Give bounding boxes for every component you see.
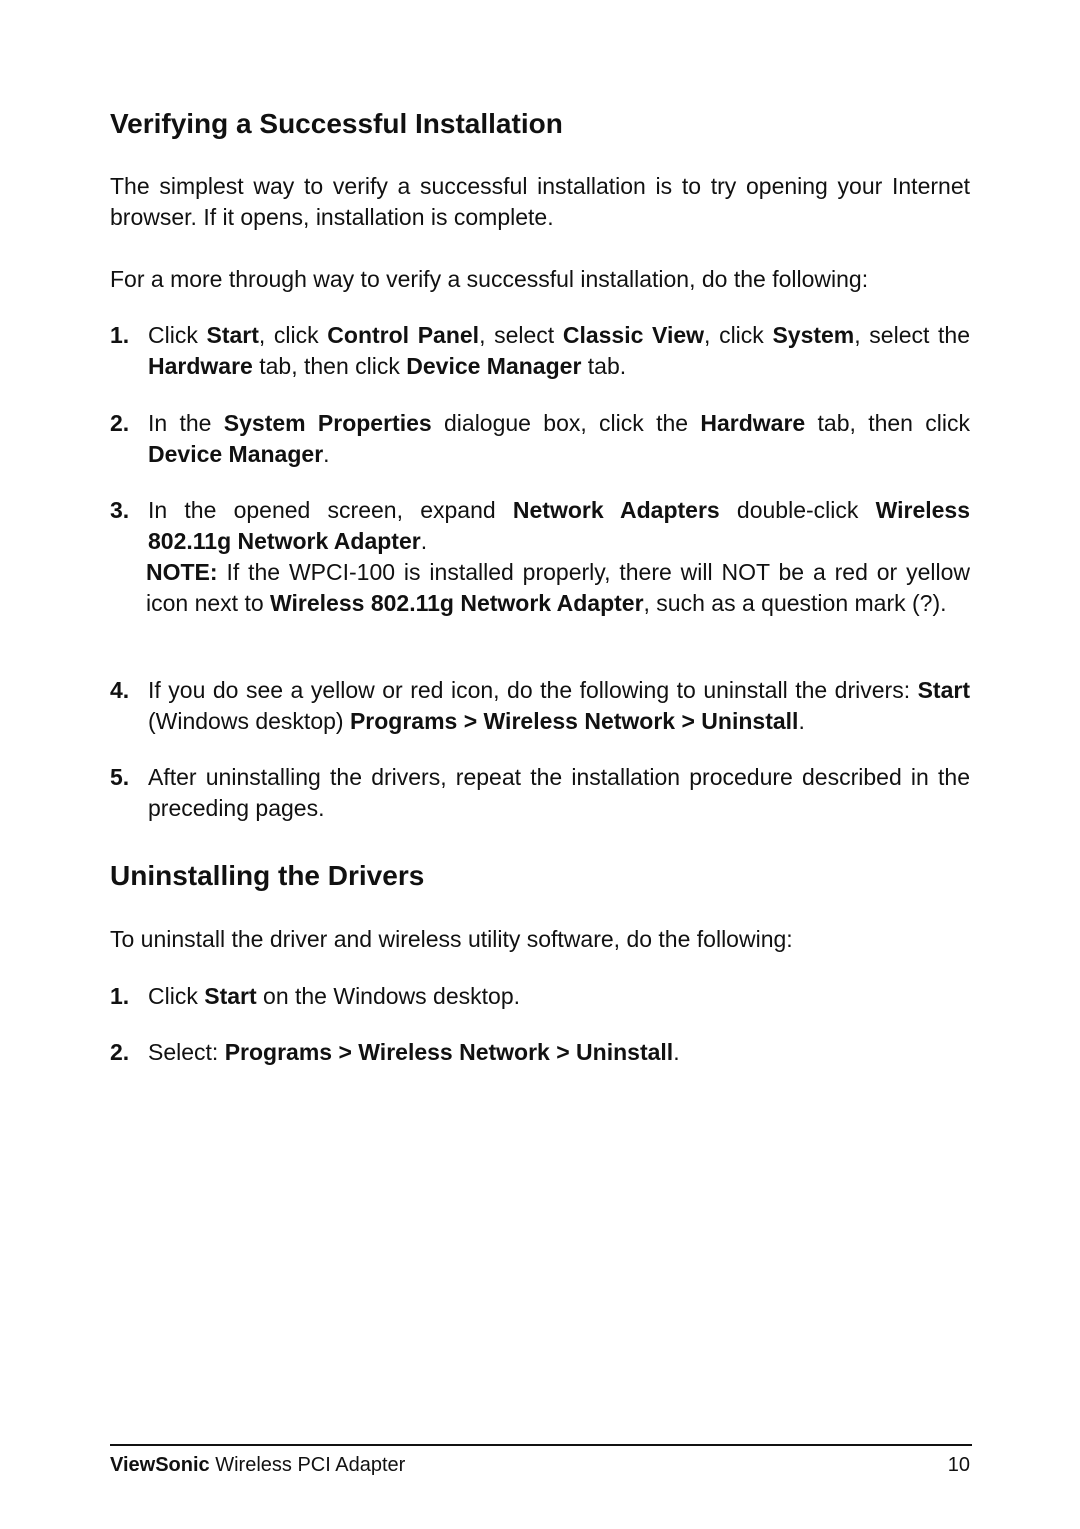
step-text — [148, 408, 970, 470]
text-run: If you do see a yellow or red icon, do the following to uninstall the drivers: — [148, 677, 918, 703]
text-run: , select — [479, 322, 563, 348]
text-run: . — [673, 1039, 680, 1065]
step-number: 1. — [110, 322, 130, 348]
text-run: Click — [148, 983, 205, 1009]
text-run: . — [798, 708, 805, 734]
text-run: In the opened screen, expand — [148, 497, 513, 523]
bold-term: Hardware — [700, 410, 806, 436]
step-number: 2. — [110, 1039, 130, 1065]
text-run: , click — [704, 322, 773, 348]
verify-step-2 — [110, 408, 970, 470]
text-run: tab, then click — [252, 353, 407, 379]
bold-term: Start — [206, 322, 259, 348]
text-run: (Windows desktop) — [148, 708, 350, 734]
text-run: double-click — [719, 497, 876, 523]
verify-step-3 — [110, 495, 970, 619]
text-run: Click — [148, 322, 207, 348]
bold-term: Device Manager — [406, 353, 582, 379]
bold-term: Hardware — [148, 353, 253, 379]
text-run: , select the — [854, 322, 970, 348]
step-text — [148, 495, 970, 557]
step-number: 4. — [110, 677, 130, 703]
footer-brand: ViewSonic — [110, 1454, 210, 1476]
uninstall-step-1 — [110, 981, 970, 1012]
verify-step-1 — [110, 320, 970, 382]
section-title-verify: Verifying a Successful Installation — [110, 108, 563, 139]
bold-term: Classic View — [562, 322, 705, 348]
step-text — [148, 320, 970, 382]
text-run: dialogue box, click the — [431, 410, 701, 436]
bold-term: Wireless 802.11g Network Adapter — [270, 590, 644, 616]
text-run: , click — [258, 322, 328, 348]
step-text — [148, 981, 970, 1012]
text-run: . — [420, 528, 428, 554]
bold-term: Start — [204, 983, 257, 1009]
text-run: on the Windows desktop. — [256, 983, 521, 1009]
text-run: , such as a question mark (?). — [643, 590, 947, 616]
uninstall-step-2 — [110, 1037, 970, 1068]
step-text — [148, 1037, 970, 1068]
page-number: 10 — [947, 1454, 970, 1476]
bold-term: Start — [917, 677, 970, 703]
text-run: If the WPCI-100 is installed properly, there will NOT be a red or yellow icon next to — [146, 559, 970, 616]
step-text — [148, 762, 970, 824]
text-run: tab. — [581, 353, 627, 379]
uninstall-intro: To uninstall the driver and wireless utility software, do the following: — [110, 926, 793, 952]
bold-term: Programs > Wireless Network > Uninstall — [224, 1039, 674, 1065]
text-run: tab, then click — [805, 410, 970, 436]
bold-term: System — [772, 322, 855, 348]
footer-title — [110, 1454, 405, 1477]
section-title-uninstall: Uninstalling the Drivers — [110, 860, 425, 891]
bold-term: NOTE: — [146, 559, 218, 585]
step-number: 2. — [110, 410, 130, 436]
step-text — [148, 675, 970, 737]
footer-product: Wireless PCI Adapter — [209, 1454, 406, 1476]
text-run: In the — [148, 410, 224, 436]
verify-step-4 — [110, 675, 970, 737]
intro-paragraph: The simplest way to verify a successful installation is to try opening your Internet browser. If it opens, installation is complete. — [110, 173, 970, 230]
step-number: 5. — [110, 764, 130, 790]
step-note — [146, 557, 970, 619]
text-run: After uninstalling the drivers, repeat the installation procedure described in the preceding pages. — [148, 764, 970, 821]
step-number: 3. — [110, 497, 130, 523]
text-run: . — [323, 441, 330, 467]
bold-term: Programs > Wireless Network > Uninstall — [349, 708, 799, 734]
step-number: 1. — [110, 983, 130, 1009]
procedure-intro: For a more through way to verify a successful installation, do the following: — [110, 266, 869, 292]
bold-term: System Properties — [223, 410, 432, 436]
bold-term: Control Panel — [327, 322, 480, 348]
bold-term: Wireless 802.11g Network Adapter — [148, 497, 970, 554]
bold-term: Device Manager — [148, 441, 324, 467]
bold-term: Network Adapters — [512, 497, 720, 523]
page-footer — [110, 1444, 972, 1476]
text-run: Select: — [148, 1039, 225, 1065]
verify-step-5 — [110, 762, 970, 824]
